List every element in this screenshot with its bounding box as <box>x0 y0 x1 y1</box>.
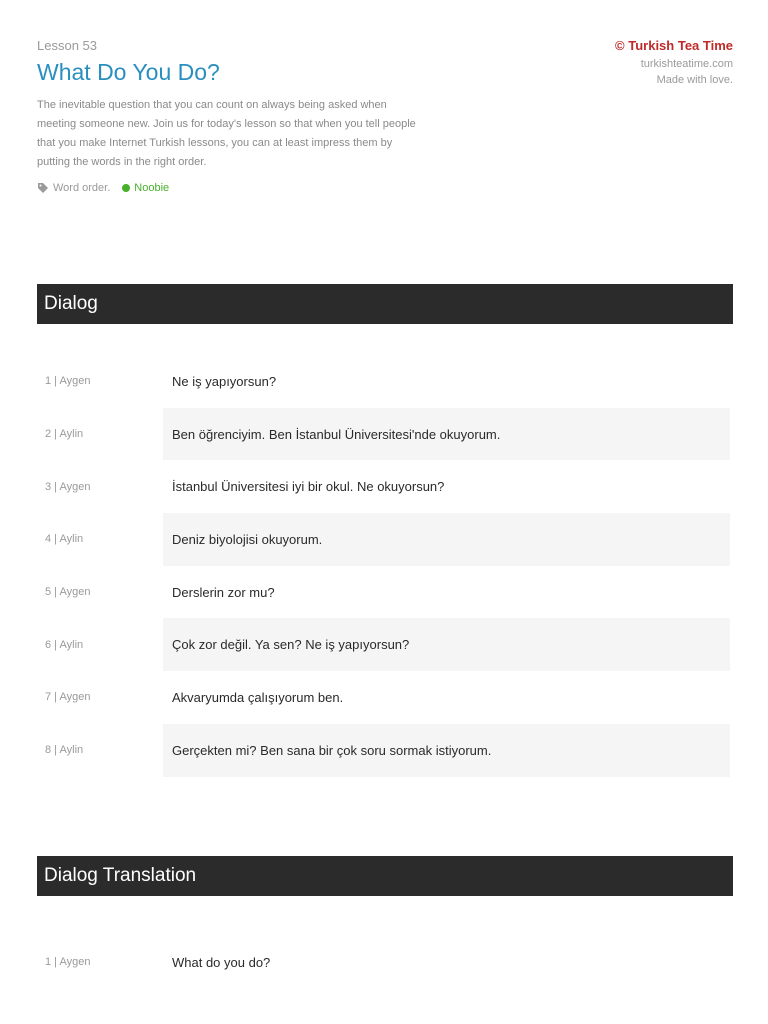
section-heading-translation: Dialog Translation <box>37 856 733 896</box>
dialog-row <box>37 936 733 989</box>
brand-name: © Turkish Tea Time <box>615 38 733 53</box>
dialog-line: Deniz biyolojisi okuyorum. <box>163 513 730 566</box>
tag-word-order[interactable]: Word order. <box>53 182 111 194</box>
dialog-line: Ben öğrenciyim. Ben İstanbul Üniversitesi'nde okuyorum. <box>163 408 730 461</box>
speaker-label: 4 | Aylin <box>45 533 84 546</box>
speaker-label: 5 | Aygen <box>45 586 91 599</box>
translation-list <box>37 936 733 989</box>
speaker-label: 1 | Aygen <box>45 375 91 388</box>
dialog-line: What do you do? <box>172 954 271 970</box>
lesson-description: The inevitable question that you can count on always being asked when meeting someone new. Join us for today's lesson so that when you tell people that you make Internet Turkish lessons, you can at least impress them by putting the words in the right order. <box>37 99 416 168</box>
dialog-line: Akvaryumda çalışıyorum ben. <box>172 689 344 705</box>
level-dot-icon <box>122 184 130 192</box>
dialog-line: Derslerin zor mu? <box>172 584 275 600</box>
dialog-row <box>37 513 733 566</box>
dialog-list <box>37 355 733 777</box>
dialog-row <box>37 460 733 513</box>
brand-url[interactable]: turkishteatime.com <box>640 58 733 70</box>
speaker-label: 6 | Aylin <box>45 638 84 651</box>
speaker-label: 3 | Aygen <box>45 480 91 493</box>
speaker-label: 1 | Aygen <box>45 956 91 969</box>
dialog-line: İstanbul Üniversitesi iyi bir okul. Ne okuyorsun? <box>172 479 445 495</box>
lesson-tags <box>37 182 737 194</box>
speaker-label: 8 | Aylin <box>45 744 84 757</box>
brand-block <box>615 38 733 86</box>
level-badge <box>122 182 169 194</box>
dialog-row <box>37 671 733 724</box>
tag-icon <box>37 182 49 194</box>
speaker-label: 2 | Aylin <box>45 428 84 441</box>
dialog-row <box>37 408 733 461</box>
dialog-row <box>37 724 733 777</box>
lesson-number: Lesson 53 <box>37 38 97 53</box>
dialog-row <box>37 355 733 408</box>
lesson-title: What Do You Do? <box>37 59 220 85</box>
dialog-row <box>37 566 733 619</box>
level-label: Noobie <box>134 182 170 194</box>
speaker-label: 7 | Aygen <box>45 691 91 704</box>
dialog-line: Çok zor değil. Ya sen? Ne iş yapıyorsun? <box>163 618 730 671</box>
brand-tagline: Made with love. <box>656 74 733 86</box>
dialog-line: Gerçekten mi? Ben sana bir çok soru sormak istiyorum. <box>163 724 730 777</box>
dialog-row <box>37 618 733 671</box>
dialog-line: Ne iş yapıyorsun? <box>172 373 277 389</box>
section-heading-dialog: Dialog <box>37 284 733 324</box>
